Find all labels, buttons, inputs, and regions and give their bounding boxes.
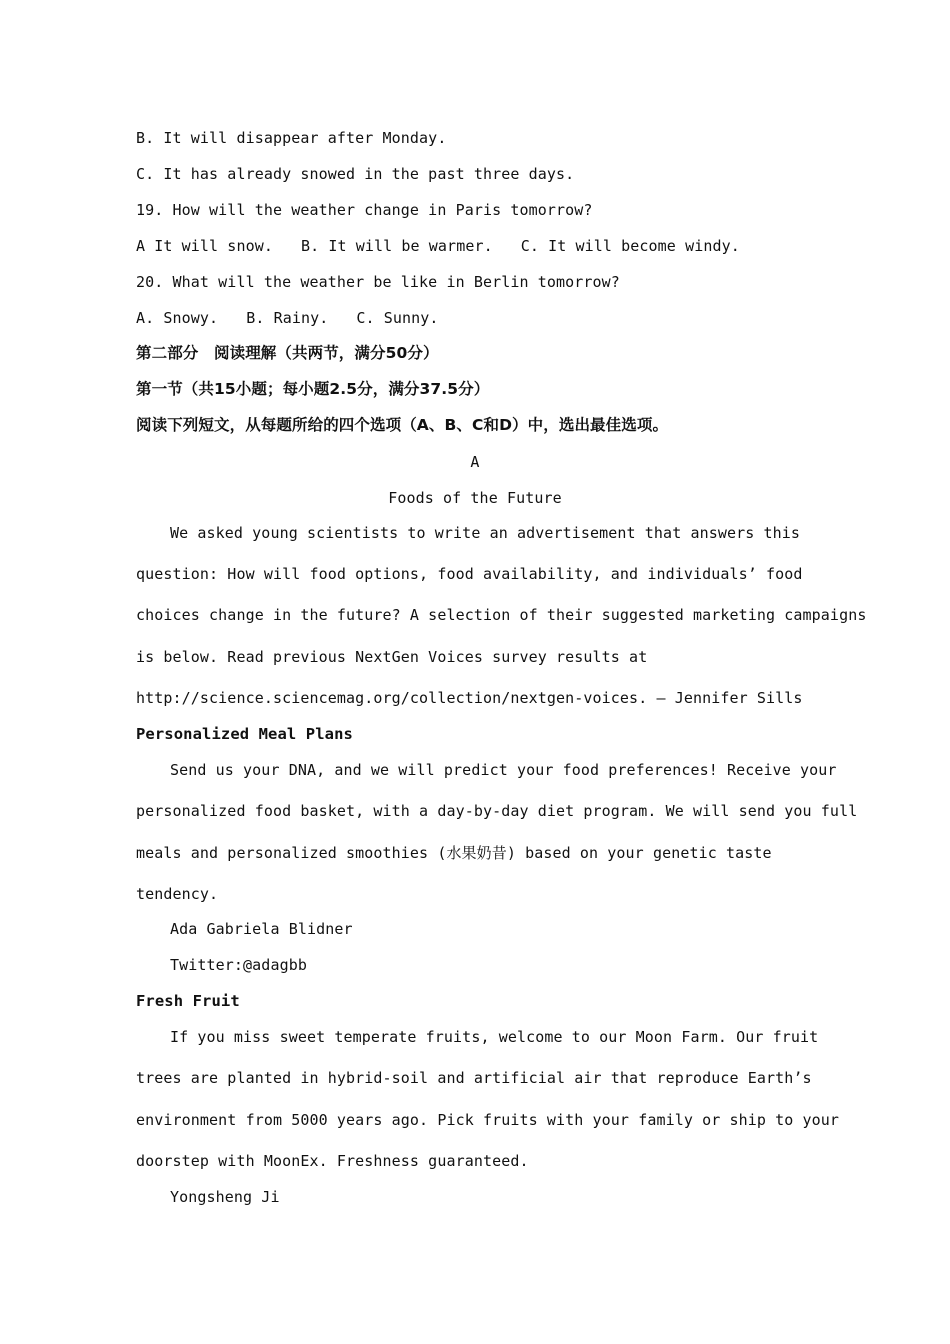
ad-author-handle: Twitter:@adagbb bbox=[170, 956, 307, 974]
q19-option-c: C. It will become windy. bbox=[520, 237, 740, 255]
q19-option-b: B. It will be warmer. bbox=[300, 237, 493, 255]
intro-line: We asked young scientists to write an advertisement that answers this bbox=[170, 524, 801, 542]
ad-body-line: doorstep with MoonEx. Freshness guaranteed. bbox=[136, 1152, 529, 1170]
q18-option-c: C. It has already snowed in the past three days. bbox=[136, 165, 575, 183]
ad-body-line: personalized food basket, with a day-by-day diet program. We will send you full bbox=[136, 802, 858, 820]
ad-body-line: Send us your DNA, and we will predict your food preferences! Receive your bbox=[170, 761, 837, 779]
ad-body-line: If you miss sweet temperate fruits, welcome to our Moon Farm. Our fruit bbox=[170, 1028, 819, 1046]
section-instruction: 阅读下列短文，从每题所给的四个选项（A、B、C和D）中，选出最佳选项。 bbox=[136, 416, 669, 434]
passage-title: Foods of the Future bbox=[388, 489, 562, 507]
part-title: 第二部分 阅读理解（共两节，满分50分） bbox=[136, 344, 439, 362]
q19-options bbox=[136, 236, 740, 256]
ad-heading-fresh-fruit: Fresh Fruit bbox=[136, 992, 240, 1010]
q18-option-b: B. It will disappear after Monday. bbox=[136, 129, 447, 147]
passage-letter: A bbox=[470, 453, 480, 471]
q19-option-a: A It will snow. bbox=[136, 237, 273, 255]
q20-question: 20. What will the weather be like in Berlin tomorrow? bbox=[136, 273, 620, 291]
q19-question: 19. How will the weather change in Paris tomorrow? bbox=[136, 201, 593, 219]
ad-author: Ada Gabriela Blidner bbox=[170, 920, 353, 938]
q20-option-b: B. Rainy. bbox=[246, 309, 329, 327]
ad-body-line: meals and personalized smoothies (水果奶昔) based on your genetic taste bbox=[136, 844, 772, 862]
subsection-title: 第一节（共15小题；每小题2.5分，满分37.5分） bbox=[136, 380, 490, 398]
ad-body-line: tendency. bbox=[136, 885, 219, 903]
intro-line-source: http://science.sciencemag.org/collection/nextgen-voices. — Jennifer Sills bbox=[136, 689, 803, 707]
ad-body-line: environment from 5000 years ago. Pick fruits with your family or ship to your bbox=[136, 1111, 840, 1129]
intro-line: choices change in the future? A selection of their suggested marketing campaigns bbox=[136, 606, 867, 624]
intro-line: is below. Read previous NextGen Voices survey results at bbox=[136, 648, 648, 666]
intro-line: question: How will food options, food availability, and individuals’ food bbox=[136, 565, 803, 583]
ad-author: Yongsheng Ji bbox=[170, 1188, 280, 1206]
q20-option-c: C. Sunny. bbox=[356, 309, 439, 327]
ad-heading-meal-plans: Personalized Meal Plans bbox=[136, 725, 353, 743]
q20-option-a: A. Snowy. bbox=[136, 309, 219, 327]
q20-options bbox=[136, 308, 439, 328]
ad-body-line: trees are planted in hybrid-soil and artificial air that reproduce Earth’s bbox=[136, 1069, 812, 1087]
